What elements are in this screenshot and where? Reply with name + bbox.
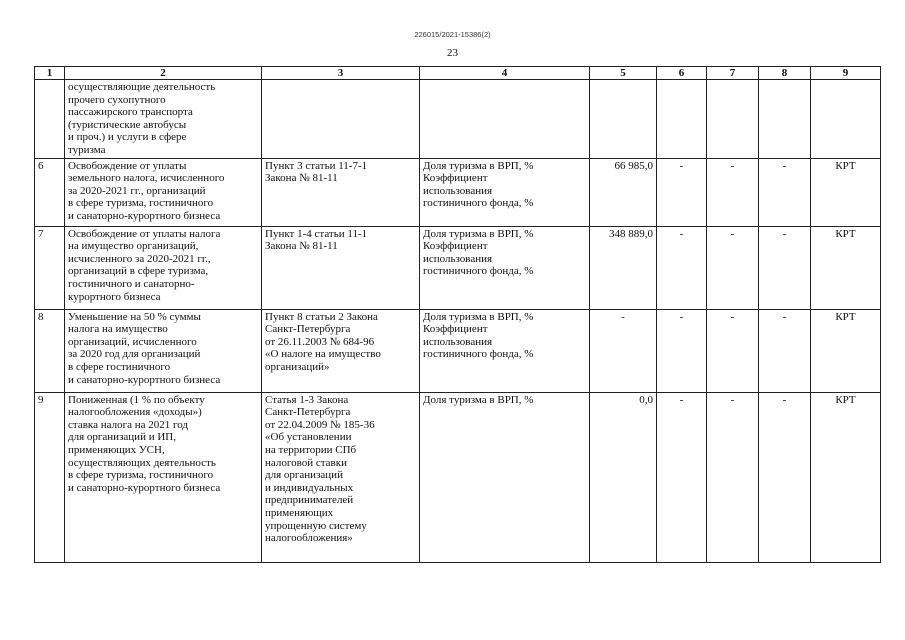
- cell-col9: КРТ: [811, 226, 881, 309]
- cell-col6: -: [657, 392, 707, 562]
- indicator: Доля туризма в ВРП, %: [420, 392, 590, 562]
- row-number: 6: [35, 158, 65, 226]
- legal-basis: Пункт 1-4 статьи 11-1 Закона № 81-11: [262, 226, 420, 309]
- cell-col7: -: [707, 392, 759, 562]
- cell-col7: -: [707, 158, 759, 226]
- column-header: 7: [707, 67, 759, 80]
- cell-col6: -: [657, 226, 707, 309]
- cell-col8: -: [759, 158, 811, 226]
- cell-col7: [707, 80, 759, 159]
- cell-col9: КРТ: [811, 309, 881, 392]
- legal-basis: [262, 80, 420, 159]
- column-header: 8: [759, 67, 811, 80]
- cell-col8: -: [759, 226, 811, 309]
- cell-col8: -: [759, 392, 811, 562]
- amount-value: 66 985,0: [590, 158, 657, 226]
- cell-col9: КРТ: [811, 158, 881, 226]
- indicator: [420, 80, 590, 159]
- cell-col7: -: [707, 309, 759, 392]
- table-row: [35, 392, 881, 562]
- row-number: [35, 80, 65, 159]
- table-row: [35, 158, 881, 226]
- benefit-description: Освобождение от уплаты земельного налога, исчисленного за 2020-2021 гг., организаций в сфере туризма, гостиничного и санаторно-курортного бизнеса: [65, 158, 262, 226]
- benefit-description: Освобождение от уплаты налога на имущество организаций, исчисленного за 2020-2021 гг., организаций в сфере туризма, гостиничного и санаторно- курортного бизнеса: [65, 226, 262, 309]
- page-number: 23: [447, 47, 458, 59]
- legal-basis: Статья 1-3 Закона Санкт-Петербурга от 22.04.2009 № 185-36 «Об установлении на территории СПб налоговой ставки для организаций и индивидуальных предпринимателей применяющих упрощенную систему налогообложения»: [262, 392, 420, 562]
- cell-col6: -: [657, 309, 707, 392]
- column-header: 6: [657, 67, 707, 80]
- indicator: Доля туризма в ВРП, % Коэффициент использования гостиничного фонда, %: [420, 226, 590, 309]
- cell-col6: -: [657, 158, 707, 226]
- header-row: [35, 67, 881, 80]
- column-header: 3: [262, 67, 420, 80]
- amount-value: 0,0: [590, 392, 657, 562]
- indicator: Доля туризма в ВРП, % Коэффициент использования гостиничного фонда, %: [420, 158, 590, 226]
- cell-col8: [759, 80, 811, 159]
- column-header: 1: [35, 67, 65, 80]
- table-row: [35, 80, 881, 159]
- benefits-table: [34, 66, 881, 563]
- column-header: 2: [65, 67, 262, 80]
- document-code: 226015/2021-15386(2): [414, 30, 491, 39]
- benefit-description: осуществляющие деятельность прочего сухопутного пассажирского транспорта (туристические автобусы и проч.) и услуги в сфере туризма: [65, 80, 262, 159]
- table-row: [35, 309, 881, 392]
- cell-col7: -: [707, 226, 759, 309]
- legal-basis: Пункт 3 статьи 11-7-1 Закона № 81-11: [262, 158, 420, 226]
- amount-value: [590, 80, 657, 159]
- table-row: [35, 226, 881, 309]
- row-number: 7: [35, 226, 65, 309]
- benefit-description: Пониженная (1 % по объекту налогообложения «доходы») ставка налога на 2021 год для организаций и ИП, применяющих УСН, осуществляющих деятельность в сфере туризма, гостиничного и санаторно-курортного бизнеса: [65, 392, 262, 562]
- cell-col8: -: [759, 309, 811, 392]
- amount-value: -: [590, 309, 657, 392]
- benefit-description: Уменьшение на 50 % суммы налога на имущество организаций, исчисленного за 2020 год для организаций в сфере гостиничного и санаторно-курортного бизнеса: [65, 309, 262, 392]
- cell-col9: [811, 80, 881, 159]
- row-number: 8: [35, 309, 65, 392]
- legal-basis: Пункт 8 статьи 2 Закона Санкт-Петербурга от 26.11.2003 № 684-96 «О налоге на имущество организаций»: [262, 309, 420, 392]
- indicator: Доля туризма в ВРП, % Коэффициент использования гостиничного фонда, %: [420, 309, 590, 392]
- cell-col9: КРТ: [811, 392, 881, 562]
- amount-value: 348 889,0: [590, 226, 657, 309]
- column-header: 5: [590, 67, 657, 80]
- cell-col6: [657, 80, 707, 159]
- row-number: 9: [35, 392, 65, 562]
- column-header: 9: [811, 67, 881, 80]
- column-header: 4: [420, 67, 590, 80]
